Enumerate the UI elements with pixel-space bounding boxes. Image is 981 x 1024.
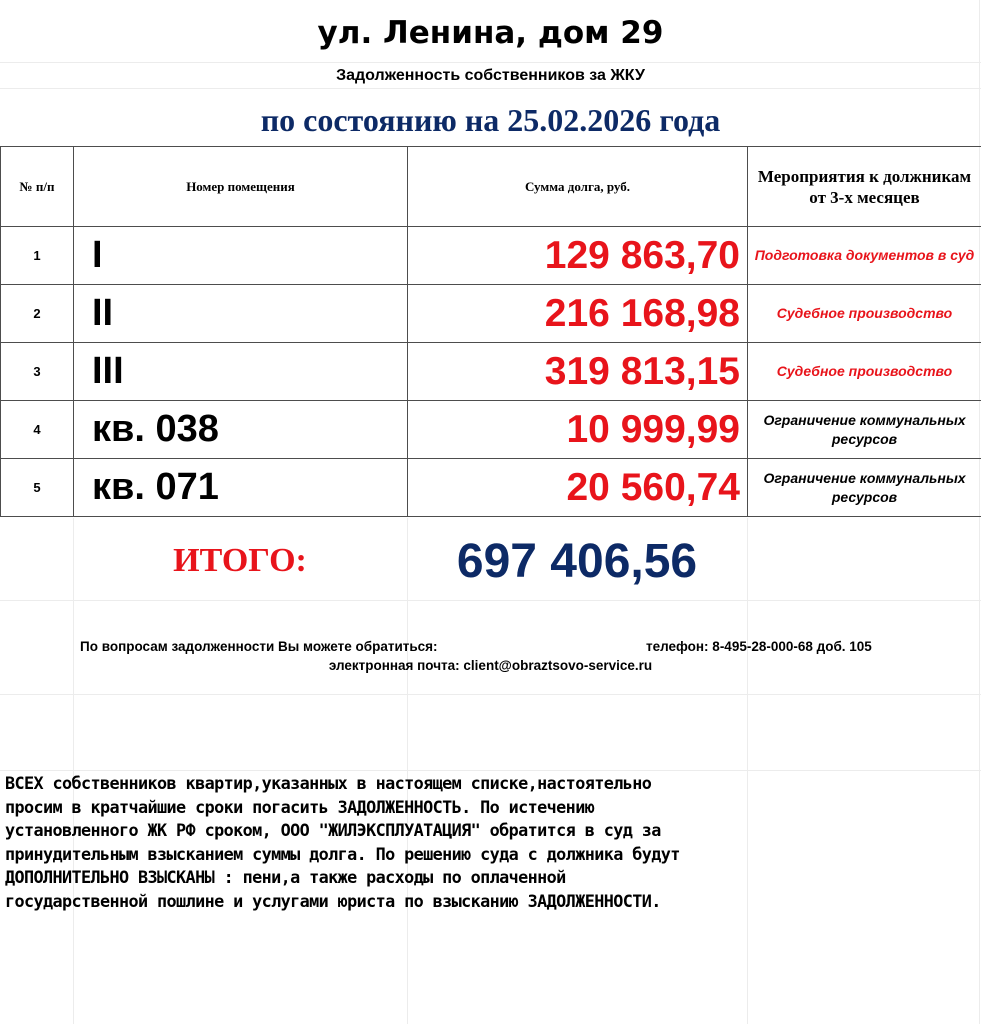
debt-amount: 10 999,99 <box>408 401 748 459</box>
column-header-room: Номер помещения <box>74 147 408 227</box>
total-value: 697 406,56 <box>456 535 698 588</box>
notice-line: государственной пошлине и услугами юриста по взысканию ЗАДОЛЖЕННОСТИ. <box>5 890 661 911</box>
column-header-num: № п/п <box>1 147 74 227</box>
debt-table <box>0 146 981 517</box>
room-number: II <box>74 285 408 343</box>
notice-line: просим в кратчайшие сроки погасить ЗАДОЛЖЕННОСТЬ. По истечению <box>5 796 595 817</box>
notice-line: установленного ЖК РФ сроком, ООО "ЖИЛЭКСПЛУАТАЦИЯ" обратится в суд за <box>5 820 661 840</box>
column-header-sum: Сумма долга, руб. <box>408 147 748 227</box>
table-row <box>1 227 981 285</box>
debt-notice <box>5 772 977 913</box>
row-number: 2 <box>1 285 74 343</box>
debt-amount: 319 813,15 <box>408 343 748 401</box>
contact-question-text: По вопросам задолженности Вы можете обратиться: <box>80 639 438 654</box>
table-header-row <box>1 147 981 227</box>
table-row <box>1 285 981 343</box>
room-number: I <box>74 227 408 285</box>
room-number: III <box>74 343 408 401</box>
column-header-actions: Мероприятия к должникам от 3-х месяцев <box>748 147 981 227</box>
row-number: 5 <box>1 459 74 517</box>
table-row <box>1 343 981 401</box>
row-number: 4 <box>1 401 74 459</box>
table-row <box>1 459 981 517</box>
debt-amount: 129 863,70 <box>408 227 748 285</box>
page-title: ул. Ленина, дом 29 <box>317 15 664 51</box>
room-number: кв. 071 <box>74 459 408 517</box>
debtor-action: Подготовка документов в суд <box>748 227 981 285</box>
debtor-action: Судебное производство <box>748 285 981 343</box>
table-row <box>1 401 981 459</box>
row-number: 1 <box>1 227 74 285</box>
contact-email: электронная почта: client@obraztsovo-service.ru <box>328 658 653 673</box>
debtor-action: Судебное производство <box>748 343 981 401</box>
room-number: кв. 038 <box>74 401 408 459</box>
notice-line: принудительным взысканием суммы долга. По решению суда с должника будут <box>5 843 680 864</box>
debt-amount: 216 168,98 <box>408 285 748 343</box>
page-subtitle: Задолженность собственников за ЖКУ <box>336 67 645 84</box>
contact-phone: телефон: 8-495-28-000-68 доб. 105 <box>646 639 872 654</box>
date-line: по состоянию на 25.02.2026 года <box>260 102 721 138</box>
debt-amount: 20 560,74 <box>408 459 748 517</box>
debtor-action: Ограничение коммунальных ресурсов <box>748 401 981 459</box>
debtor-action: Ограничение коммунальных ресурсов <box>748 459 981 517</box>
notice-line: ВСЕХ собственников квартир,указанных в настоящем списке,настоятельно <box>5 773 652 793</box>
notice-line: ДОПОЛНИТЕЛЬНО ВЗЫСКАНЫ : пени,а также расходы по оплаченной <box>5 867 566 887</box>
total-label: ИТОГО: <box>173 542 307 579</box>
row-number: 3 <box>1 343 74 401</box>
